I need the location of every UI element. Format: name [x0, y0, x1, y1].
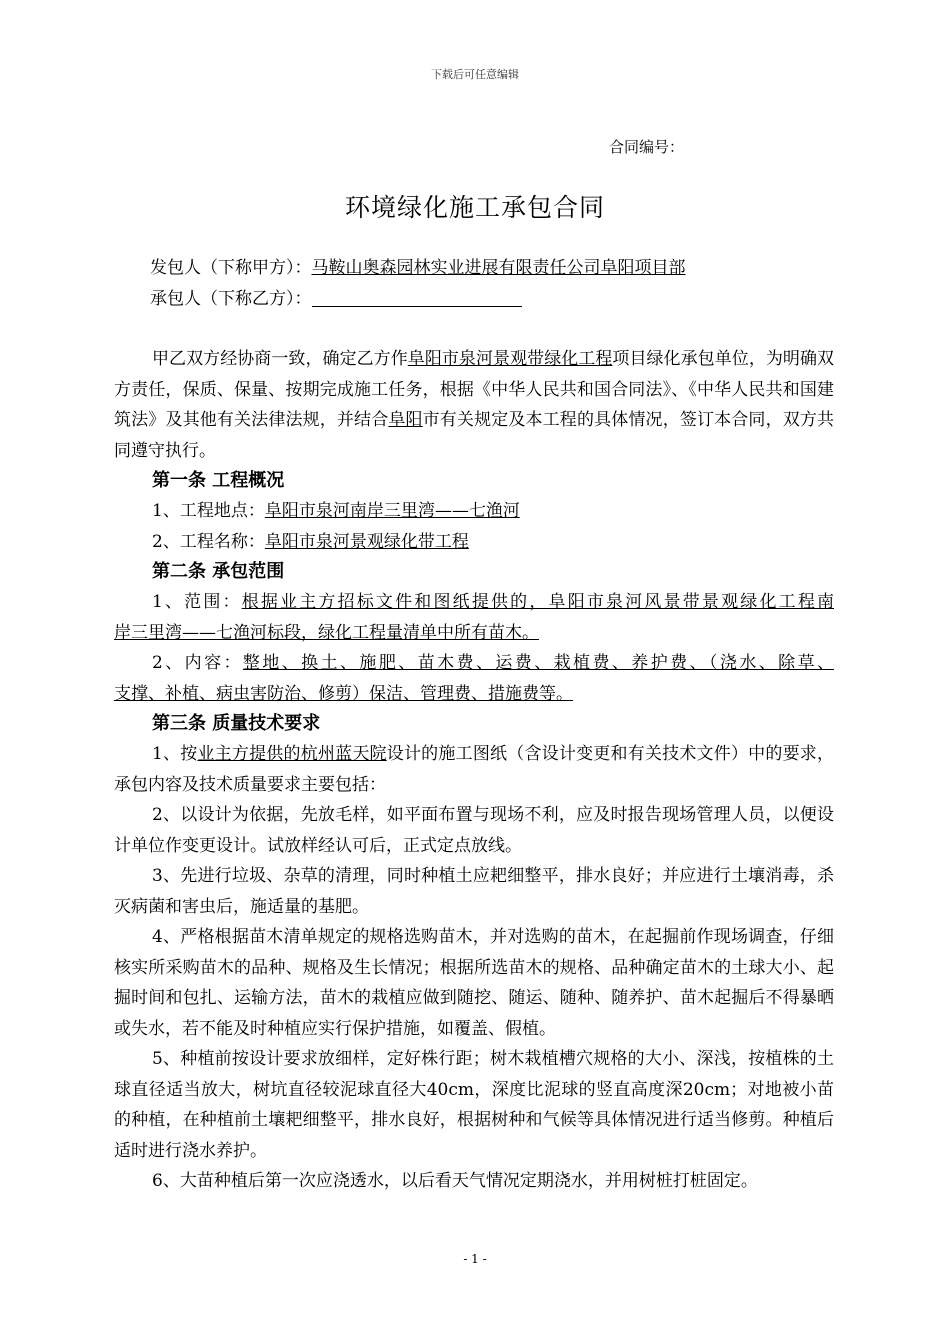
party-a-label: 发包人（下称甲方）： [150, 258, 312, 278]
party-a-value: 马鞍山奥森园林实业进展有限责任公司阜阳项目部 [311, 258, 686, 278]
party-b [114, 284, 834, 315]
quality-item-3: 3、先进行垃圾、杂草的清理，同时种植土应耙细整平，排水良好；并应进行土壤消毒，杀灭病菌和害虫后，施适量的基肥。 [114, 866, 834, 917]
page-header: 下载后可任意编辑 [431, 68, 519, 81]
content-line-2: 支撑、补植、病虫害防治、修剪）保洁、管理费、措施费等。 [114, 683, 573, 704]
section-3-heading: 第三条 质量技术要求 [152, 713, 321, 734]
content-line-1: 2、内容：整地、换土、施肥、苗木费、运费、栽植费、养护费、（浇水、除草、 [152, 653, 834, 673]
page-number: - 1 - [463, 1252, 487, 1266]
project-name: 阜阳市泉河景观带绿化工程 [407, 349, 613, 369]
quality-item-5: 5、种植前按设计要求放细样，定好株行距；树木栽植槽穴规格的大小、深浅，按植株的土球直径适当放大，树坑直径较泥球直径大40cm，深度比泥球的竖直高度深20cm；对地被小苗的种植，在种植前土壤耙细整平，排水良好，根据树种和气候等具体情况进行适当修剪。种植后适时进行浇水养护。 [114, 1049, 834, 1161]
contract-number-label: 合同编号： [609, 138, 685, 156]
project-name-item: 2、工程名称：阜阳市泉河景观绿化带工程 [152, 531, 469, 552]
party-b-label: 承包人（下称乙方）： [150, 288, 312, 309]
scope-line-1: 1、范围：根据业主方招标文件和图纸提供的，阜阳市泉河风景带景观绿化工程南 [152, 592, 834, 612]
quality-item-6: 6、大苗种植后第一次应浇透水，以后看天气情况定期浇水，并用树桩打桩固定。 [152, 1171, 758, 1191]
scope-line-2: 岸三里湾——七渔河标段，绿化工程量清单中所有苗木。 [114, 622, 539, 643]
party-a [114, 253, 834, 284]
quality-item-2: 2、以设计为依据，先放毛样，如平面布置与现场不利，应及时报告现场管理人员，以便设计单位作变更设计。试放样经认可后，正式定点放线。 [114, 805, 834, 856]
quality-item-4: 4、严格根据苗木清单规定的规格选购苗木，并对选购的苗木，在起掘前作现场调查，仔细核实所采购苗木的品种、规格及生长情况；根据所选苗木的规格、品种确定苗木的土球大小、起掘时间和包扎、运输方法，苗木的栽植应做到随挖、随运、随种、随养护、苗木起掘后不得暴晒或失水，若不能及时种植应实行保护措施，如覆盖、假植。 [114, 927, 834, 1039]
party-b-blank-line [312, 288, 522, 307]
document-title: 环境绿化施工承包合同 [344, 193, 605, 222]
contract-body [114, 253, 834, 1197]
project-location: 1、工程地点：阜阳市泉河南岸三里湾——七渔河 [152, 501, 520, 521]
intro-paragraph: 甲乙双方经协商一致，确定乙方作阜阳市泉河景观带绿化工程项目绿化承包单位，为明确双方责任，保质、保量、按期完成施工任务，根据《中华人民共和国合同法》、《中华人民共和国建筑法》及其他有关法律法规，并结合阜阳市有关规定及本工程的具体情况，签订本合同，双方共同遵守执行。 [114, 349, 835, 461]
section-1-heading: 第一条 工程概况 [152, 470, 285, 491]
section-2-heading: 第二条 承包范围 [152, 561, 285, 582]
quality-item-1: 1、按业主方提供的杭州蓝天院设计的施工图纸（含设计变更和有关技术文件）中的要求，承包内容及技术质量要求主要包括： [114, 744, 835, 795]
city-name: 阜阳 [388, 410, 423, 430]
